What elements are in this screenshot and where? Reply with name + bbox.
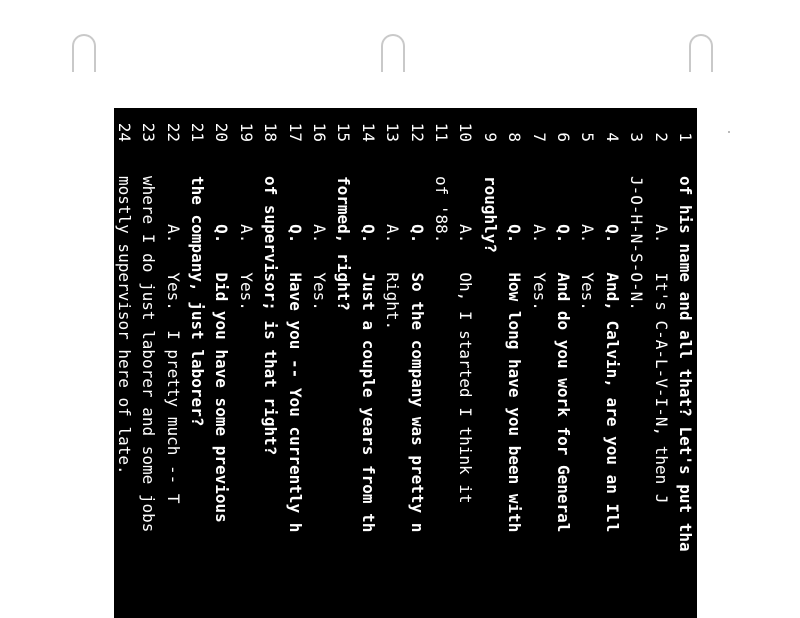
line-number: 15 <box>334 122 354 142</box>
line-number: 16 <box>310 122 329 142</box>
line-text: of his name and all that? Let's put tha <box>676 176 695 552</box>
line-text: where I do just laborer and some jobs <box>139 176 159 533</box>
transcript-line <box>258 108 282 618</box>
transcript-line <box>624 108 648 618</box>
transcript-line <box>185 108 209 618</box>
line-number: 10 <box>456 122 476 142</box>
line-number: 9 <box>480 132 500 142</box>
line-text: A. Yes. I pretty much -- T <box>163 176 183 504</box>
transcript-line <box>114 108 136 618</box>
punch-hole-right <box>689 34 713 72</box>
transcript-page <box>114 108 697 618</box>
line-number: 12 <box>407 122 427 142</box>
line-number: 2 <box>651 132 671 142</box>
transcript-line <box>209 108 233 618</box>
line-text: of '88. <box>432 176 451 244</box>
transcript-line <box>477 108 501 618</box>
line-text: A. Yes. <box>236 176 256 311</box>
line-number: 14 <box>358 122 378 142</box>
line-number: 1 <box>676 132 695 142</box>
transcript-line <box>160 108 184 618</box>
transcript-line <box>551 108 575 618</box>
line-text: A. Yes. <box>310 176 329 311</box>
line-number: 8 <box>505 132 525 142</box>
line-text: A. Right. <box>383 176 403 331</box>
transcript-line <box>599 108 623 618</box>
transcript-line <box>380 108 404 618</box>
transcript-line <box>404 108 428 618</box>
line-text: Q. How long have you been with <box>505 176 525 533</box>
line-number: 23 <box>139 122 159 142</box>
line-text: mostly supervisor here of late. <box>114 176 134 475</box>
line-number: 18 <box>261 122 281 142</box>
line-text: the company, just laborer? <box>188 176 207 427</box>
line-number: 20 <box>212 122 232 142</box>
line-text: Q. And do you work for General <box>554 176 573 533</box>
line-number: 11 <box>432 122 451 142</box>
scan-speck <box>728 131 730 133</box>
transcript-line <box>355 108 379 618</box>
line-number: 5 <box>578 132 598 142</box>
line-number: 6 <box>554 132 573 142</box>
line-number: 13 <box>383 122 403 142</box>
transcript-line <box>453 108 477 618</box>
line-text: of supervisor; is that right? <box>261 176 281 456</box>
line-number: 21 <box>188 122 207 142</box>
transcript-line <box>526 108 550 618</box>
line-number: 22 <box>163 122 183 142</box>
transcript-line <box>673 108 697 618</box>
line-number: 7 <box>529 132 549 142</box>
transcript-line <box>502 108 526 618</box>
line-text: J-O-H-N-S-O-N. <box>627 176 647 311</box>
transcript-line <box>575 108 599 618</box>
line-text: A. Yes. <box>529 176 549 311</box>
transcript-line <box>307 108 331 618</box>
line-number: 3 <box>627 132 647 142</box>
transcript-line <box>331 108 355 618</box>
line-text: roughly? <box>480 176 500 254</box>
transcript-line <box>282 108 306 618</box>
line-text: Q. So the company was pretty n <box>407 176 427 533</box>
line-text: A. Oh, I started I think it <box>456 176 476 504</box>
line-number: 24 <box>114 122 134 142</box>
line-text: Q. Have you -- You currently h <box>285 176 305 533</box>
transcript-line <box>429 108 453 618</box>
transcript-line <box>648 108 672 618</box>
line-text: Q. Just a couple years from th <box>358 176 378 533</box>
transcript-line <box>136 108 160 618</box>
punch-hole-center <box>381 34 405 72</box>
line-number: 4 <box>602 132 622 142</box>
transcript-line <box>233 108 257 618</box>
line-number: 19 <box>236 122 256 142</box>
line-text: formed, right? <box>334 176 354 311</box>
line-number: 17 <box>285 122 305 142</box>
line-text: A. Yes. <box>578 176 598 311</box>
line-text: Q. And, Calvin, are you an Ill <box>602 176 622 533</box>
punch-hole-left <box>72 34 96 72</box>
transcript-body <box>114 108 697 618</box>
line-text: A. It's C-A-L-V-I-N, then J <box>651 176 671 504</box>
line-text: Q. Did you have some previous <box>212 176 232 523</box>
